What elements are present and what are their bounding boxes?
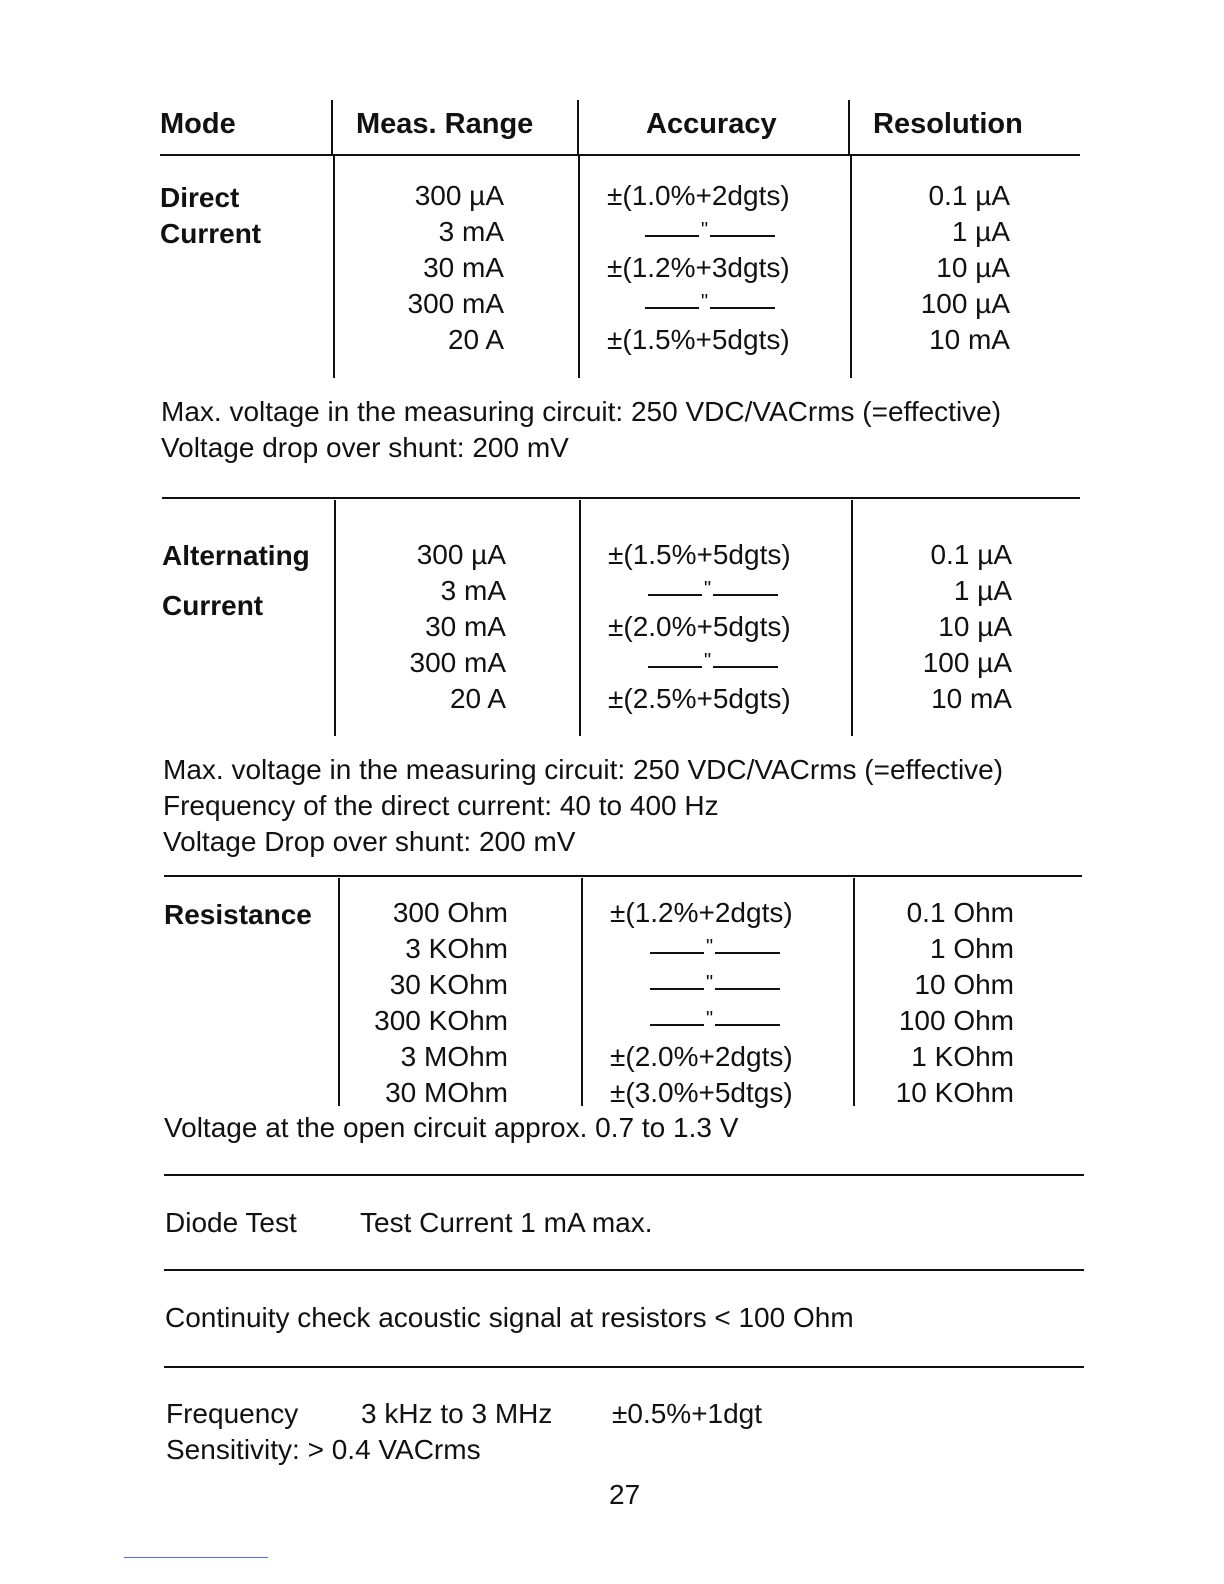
resolution-cell: 10 mA xyxy=(931,683,1012,714)
diode-value: Test Current 1 mA max. xyxy=(360,1207,653,1238)
continuity-text: Continuity check acoustic signal at resistors < 100 Ohm xyxy=(165,1302,854,1333)
resolution-cell: 10 Ohm xyxy=(914,969,1014,1000)
accuracy-cell: ±(2.5%+5dgts) xyxy=(608,683,791,714)
range-cell: 3 mA xyxy=(440,575,506,606)
ac-accuracy xyxy=(608,537,791,717)
header-rule xyxy=(160,154,1080,156)
resolution-cell: 100 Ohm xyxy=(898,1005,1014,1036)
accuracy-cell: ±(1.2%+3dgts) xyxy=(607,252,790,283)
column-divider xyxy=(579,500,581,736)
range-cell: 3 MOhm xyxy=(400,1041,508,1072)
resolution-cell: 10 µA xyxy=(936,252,1010,283)
ditto-mark: " xyxy=(650,967,780,1003)
ditto-mark: " xyxy=(645,214,775,250)
range-cell: 30 mA xyxy=(425,611,506,642)
range-cell: 30 MOhm xyxy=(385,1077,508,1108)
resolution-cell: 1 µA xyxy=(953,575,1012,606)
accuracy-cell: ±(1.0%+2dgts) xyxy=(607,180,790,211)
ditto-mark: " xyxy=(648,573,778,609)
ditto-mark: " xyxy=(648,645,778,681)
dc-ranges xyxy=(380,178,504,358)
resolution-cell: 100 µA xyxy=(920,288,1010,319)
ac-mode-label: Alternating Current xyxy=(162,540,310,621)
dc-accuracy xyxy=(607,178,790,358)
header-resolution: Resolution xyxy=(873,108,1023,140)
res-note: Voltage at the open circuit approx. 0.7 to 1.3 V xyxy=(164,1112,739,1143)
frequency-range: 3 kHz to 3 MHz xyxy=(361,1398,553,1429)
column-divider xyxy=(334,500,336,736)
accuracy-cell: ±(1.5%+5dgts) xyxy=(608,539,791,570)
header-divider xyxy=(331,100,333,156)
column-divider xyxy=(581,878,583,1106)
header-divider xyxy=(848,100,850,156)
column-divider xyxy=(578,156,580,378)
column-divider xyxy=(333,156,335,378)
section-rule xyxy=(164,1174,1084,1176)
range-cell: 300 Ohm xyxy=(392,897,508,928)
section-rule xyxy=(164,1269,1084,1271)
range-cell: 300 mA xyxy=(409,647,506,678)
ditto-mark: " xyxy=(645,286,775,322)
frequency-label: Frequency xyxy=(166,1398,299,1429)
res-resolution xyxy=(872,895,1014,1111)
header-mode: Mode xyxy=(160,108,236,140)
ac-resolution xyxy=(882,537,1012,717)
range-cell: 30 KOhm xyxy=(389,969,508,1000)
resolution-cell: 0.1 µA xyxy=(928,180,1010,211)
resolution-cell: 100 µA xyxy=(922,647,1012,678)
range-cell: 300 µA xyxy=(416,539,506,570)
header-range: Meas. Range xyxy=(356,108,534,140)
ac-notes: Max. voltage in the measuring circuit: 250 VDC/VACrms (=effective) Frequency of the direct current: 40 to 400 Hz Voltage Drop over shunt: 200 mV xyxy=(163,754,1004,857)
resolution-cell: 10 KOhm xyxy=(895,1077,1014,1108)
column-divider xyxy=(851,500,853,736)
range-cell: 20 A xyxy=(449,683,506,714)
range-cell: 300 KOhm xyxy=(374,1005,508,1036)
footer-rule xyxy=(124,1557,268,1558)
accuracy-cell: ±(2.0%+5dgts) xyxy=(608,611,791,642)
column-divider xyxy=(850,156,852,378)
range-cell: 300 mA xyxy=(407,288,504,319)
resolution-cell: 0.1 µA xyxy=(930,539,1012,570)
accuracy-cell: ±(3.0%+5dtgs) xyxy=(610,1077,793,1108)
page-number: 27 xyxy=(609,1479,641,1510)
range-cell: 3 KOhm xyxy=(405,933,508,964)
accuracy-cell: ±(1.5%+5dgts) xyxy=(607,324,790,355)
dc-notes: Max. voltage in the measuring circuit: 250 VDC/VACrms (=effective) Voltage drop over shunt: 200 mV xyxy=(161,396,1002,463)
range-cell: 20 A xyxy=(447,324,504,355)
resolution-cell: 10 µA xyxy=(938,611,1012,642)
dc-mode-label: Direct Current xyxy=(160,182,262,249)
column-divider xyxy=(338,878,340,1106)
header-accuracy: Accuracy xyxy=(646,108,777,140)
res-accuracy xyxy=(610,895,793,1111)
column-divider xyxy=(853,878,855,1106)
accuracy-cell: ±(1.2%+2dgts) xyxy=(610,897,793,928)
section-rule xyxy=(164,875,1082,877)
resolution-cell: 10 mA xyxy=(929,324,1010,355)
ditto-mark: " xyxy=(650,1003,780,1039)
header-divider xyxy=(577,100,579,156)
diode-label: Diode Test xyxy=(165,1207,297,1238)
res-ranges xyxy=(354,895,508,1111)
section-rule xyxy=(162,497,1080,499)
range-cell: 30 mA xyxy=(423,252,504,283)
frequency-sensitivity: Sensitivity: > 0.4 VACrms xyxy=(166,1434,481,1465)
resolution-cell: 0.1 Ohm xyxy=(906,897,1014,928)
section-rule xyxy=(164,1366,1084,1368)
resolution-cell: 1 µA xyxy=(951,216,1010,247)
accuracy-cell: ±(2.0%+2dgts) xyxy=(610,1041,793,1072)
frequency-accuracy: ±0.5%+1dgt xyxy=(612,1398,763,1429)
res-mode-label: Resistance xyxy=(164,899,312,930)
resolution-cell: 1 Ohm xyxy=(929,933,1014,964)
range-cell: 3 mA xyxy=(438,216,504,247)
range-cell: 300 µA xyxy=(414,180,504,211)
ditto-mark: " xyxy=(650,931,780,967)
dc-resolution xyxy=(880,178,1010,358)
ac-ranges xyxy=(382,537,506,717)
resolution-cell: 1 KOhm xyxy=(911,1041,1014,1072)
